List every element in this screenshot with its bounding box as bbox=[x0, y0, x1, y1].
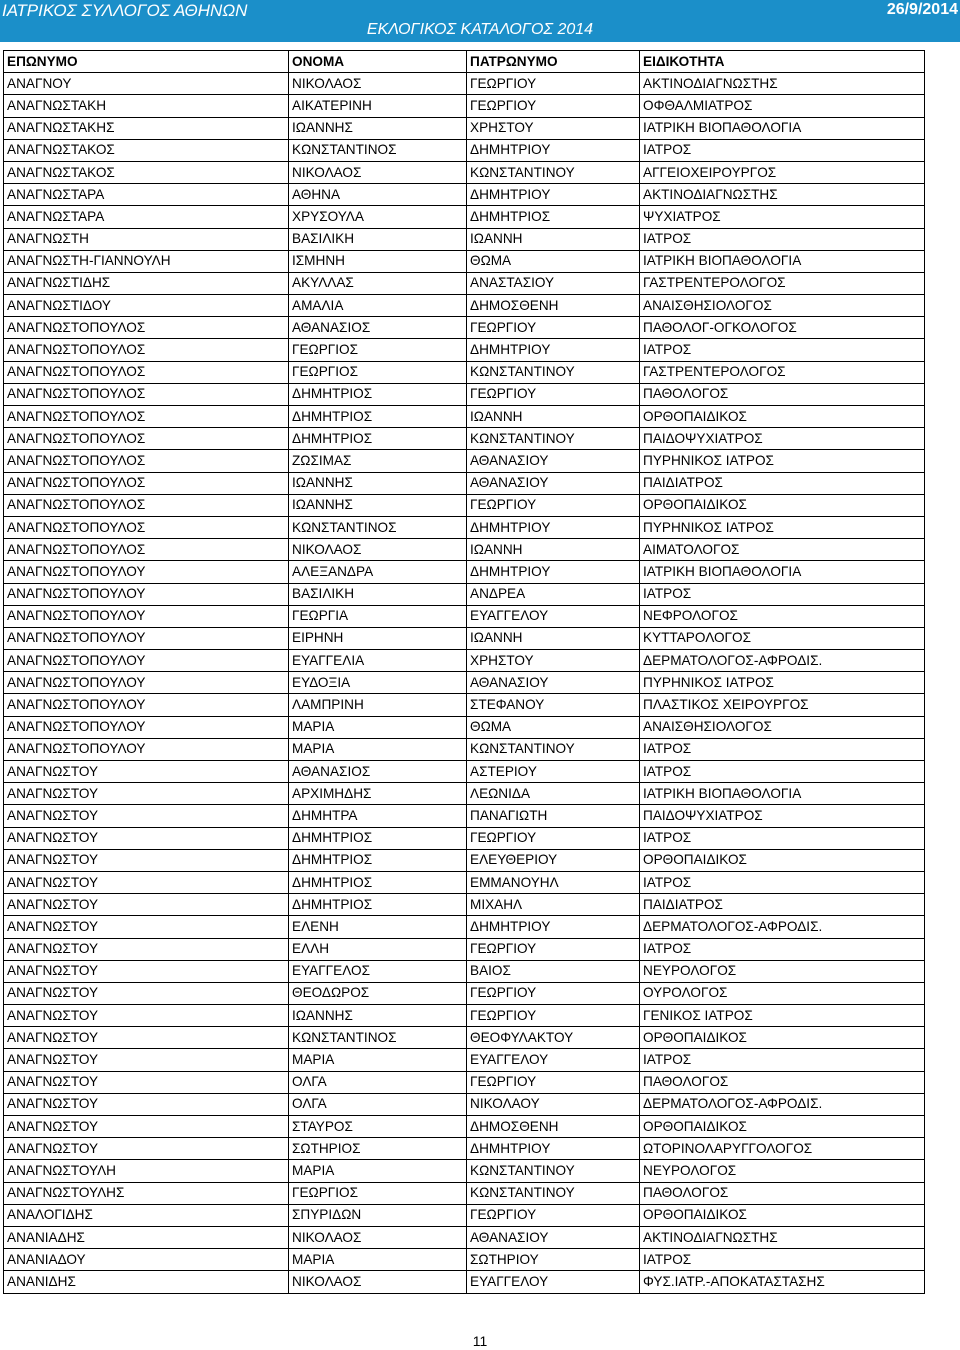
table-row bbox=[4, 827, 925, 849]
cell-surname: ΑΝΑΝΙΔΗΣ bbox=[4, 1271, 289, 1293]
table-row bbox=[4, 428, 925, 450]
cell-specialty: ΙΑΤΡΟΣ bbox=[640, 938, 925, 960]
cell-specialty: ΙΑΤΡΟΣ bbox=[640, 827, 925, 849]
cell-specialty: ΝΕΥΡΟΛΟΓΟΣ bbox=[640, 1160, 925, 1182]
table-row bbox=[4, 1204, 925, 1226]
cell-first-name: ΜΑΡΙΑ bbox=[289, 716, 467, 738]
table-row bbox=[4, 472, 925, 494]
cell-first-name: ΔΗΜΗΤΡΙΟΣ bbox=[289, 428, 467, 450]
cell-specialty: ΙΑΤΡΟΣ bbox=[640, 339, 925, 361]
cell-first-name: ΣΩΤΗΡΙΟΣ bbox=[289, 1138, 467, 1160]
cell-specialty: ΠΑΘΟΛΟΓ-ΟΓΚΟΛΟΓΟΣ bbox=[640, 317, 925, 339]
cell-surname: ΑΝΑΓΝΩΣΤΟΥ bbox=[4, 827, 289, 849]
table-row bbox=[4, 938, 925, 960]
table-row bbox=[4, 516, 925, 538]
cell-surname: ΑΝΑΓΝΩΣΤΟΥ bbox=[4, 1093, 289, 1115]
cell-surname: ΑΝΑΓΝΩΣΤΟΠΟΥΛΟΥ bbox=[4, 716, 289, 738]
cell-first-name: ΙΩΑΝΝΗΣ bbox=[289, 494, 467, 516]
table-row bbox=[4, 539, 925, 561]
cell-specialty: ΙΑΤΡΙΚΗ ΒΙΟΠΑΘΟΛΟΓΙΑ bbox=[640, 250, 925, 272]
cell-specialty: ΔΕΡΜΑΤΟΛΟΓΟΣ-ΑΦΡΟΔΙΣ. bbox=[640, 1093, 925, 1115]
cell-first-name: ΑΙΚΑΤΕΡΙΝΗ bbox=[289, 95, 467, 117]
cell-surname: ΑΝΑΓΝΩΣΤΟΠΟΥΛΟΥ bbox=[4, 605, 289, 627]
cell-first-name: ΙΩΑΝΝΗΣ bbox=[289, 117, 467, 139]
table-row bbox=[4, 1116, 925, 1138]
table-row bbox=[4, 317, 925, 339]
cell-fathers-name: ΓΕΩΡΓΙΟΥ bbox=[467, 317, 640, 339]
cell-surname: ΑΝΑΓΝΩΣΤΟΥ bbox=[4, 1071, 289, 1093]
cell-fathers-name: ΔΗΜΗΤΡΙΟΥ bbox=[467, 339, 640, 361]
document-title: ΕΚΛΟΓΙΚΟΣ ΚΑΤΑΛΟΓΟΣ 2014 bbox=[366, 21, 594, 38]
cell-specialty: ΙΑΤΡΙΚΗ ΒΙΟΠΑΘΟΛΟΓΙΑ bbox=[640, 117, 925, 139]
cell-surname: ΑΝΑΓΝΩΣΤΟΠΟΥΛΟΣ bbox=[4, 472, 289, 494]
cell-fathers-name: ΔΗΜΗΤΡΙΟΥ bbox=[467, 184, 640, 206]
table-row bbox=[4, 1226, 925, 1248]
cell-fathers-name: ΓΕΩΡΓΙΟΥ bbox=[467, 383, 640, 405]
cell-surname: ΑΝΑΛΟΓΙΔΗΣ bbox=[4, 1204, 289, 1226]
cell-first-name: ΔΗΜΗΤΡΙΟΣ bbox=[289, 871, 467, 893]
cell-surname: ΑΝΑΓΝΩΣΤΑΚΗΣ bbox=[4, 117, 289, 139]
cell-fathers-name: ΘΩΜΑ bbox=[467, 250, 640, 272]
table-row bbox=[4, 716, 925, 738]
table-row bbox=[4, 605, 925, 627]
cell-first-name: ΙΩΑΝΝΗΣ bbox=[289, 472, 467, 494]
cell-first-name: ΛΑΜΠΡΙΝΗ bbox=[289, 694, 467, 716]
cell-specialty: ΟΡΘΟΠΑΙΔΙΚΟΣ bbox=[640, 1116, 925, 1138]
cell-first-name: ΧΡΥΣΟΥΛΑ bbox=[289, 206, 467, 228]
cell-fathers-name: ΔΗΜΗΤΡΙΟΥ bbox=[467, 139, 640, 161]
cell-surname: ΑΝΑΓΝΩΣΤΑΚΟΣ bbox=[4, 139, 289, 161]
table-row bbox=[4, 694, 925, 716]
cell-surname: ΑΝΑΓΝΩΣΤΟΥ bbox=[4, 783, 289, 805]
cell-surname: ΑΝΑΓΝΩΣΤΟΥ bbox=[4, 982, 289, 1004]
cell-surname: ΑΝΑΓΝΩΣΤΟΠΟΥΛΟΣ bbox=[4, 406, 289, 428]
cell-specialty: ΓΕΝΙΚΟΣ ΙΑΤΡΟΣ bbox=[640, 1005, 925, 1027]
cell-first-name: ΑΚΥΛΛΑΣ bbox=[289, 272, 467, 294]
table-row bbox=[4, 916, 925, 938]
cell-surname: ΑΝΑΓΝΩΣΤΟΥ bbox=[4, 894, 289, 916]
cell-first-name: ΓΕΩΡΓΙΟΣ bbox=[289, 1182, 467, 1204]
cell-specialty: ΚΥΤΤΑΡΟΛΟΓΟΣ bbox=[640, 627, 925, 649]
cell-first-name: ΑΛΕΞΑΝΔΡΑ bbox=[289, 561, 467, 583]
cell-fathers-name: ΑΝΑΣΤΑΣΙΟΥ bbox=[467, 272, 640, 294]
cell-fathers-name: ΙΩΑΝΝΗ bbox=[467, 627, 640, 649]
cell-surname: ΑΝΑΓΝΟΥ bbox=[4, 73, 289, 95]
cell-surname: ΑΝΑΝΙΑΔΗΣ bbox=[4, 1226, 289, 1248]
cell-specialty: ΙΑΤΡΟΣ bbox=[640, 1249, 925, 1271]
cell-fathers-name: ΣΩΤΗΡΙΟΥ bbox=[467, 1249, 640, 1271]
cell-first-name: ΕΙΡΗΝΗ bbox=[289, 627, 467, 649]
cell-surname: ΑΝΑΓΝΩΣΤΑΡΑ bbox=[4, 206, 289, 228]
cell-surname: ΑΝΑΓΝΩΣΤΙΔΟΥ bbox=[4, 295, 289, 317]
cell-first-name: ΟΛΓΑ bbox=[289, 1093, 467, 1115]
cell-first-name: ΝΙΚΟΛΑΟΣ bbox=[289, 161, 467, 183]
cell-specialty: ΑΝΑΙΣΘΗΣΙΟΛΟΓΟΣ bbox=[640, 716, 925, 738]
table-row bbox=[4, 960, 925, 982]
cell-surname: ΑΝΑΓΝΩΣΤΑΚΟΣ bbox=[4, 161, 289, 183]
electoral-list-table bbox=[3, 50, 925, 1294]
cell-fathers-name: ΑΝΔΡΕΑ bbox=[467, 583, 640, 605]
cell-specialty: ΠΑΙΔΙΑΤΡΟΣ bbox=[640, 894, 925, 916]
cell-fathers-name: ΠΑΝΑΓΙΩΤΗ bbox=[467, 805, 640, 827]
cell-first-name: ΖΩΣΙΜΑΣ bbox=[289, 450, 467, 472]
cell-specialty: ΙΑΤΡΟΣ bbox=[640, 1049, 925, 1071]
cell-fathers-name: ΕΛΕΥΘΕΡΙΟΥ bbox=[467, 849, 640, 871]
table-row bbox=[4, 73, 925, 95]
cell-specialty: ΙΑΤΡΟΣ bbox=[640, 738, 925, 760]
table-row bbox=[4, 1249, 925, 1271]
table-row bbox=[4, 650, 925, 672]
cell-first-name: ΚΩΝΣΤΑΝΤΙΝΟΣ bbox=[289, 516, 467, 538]
table-row bbox=[4, 295, 925, 317]
cell-fathers-name: ΑΘΑΝΑΣΙΟΥ bbox=[467, 450, 640, 472]
cell-fathers-name: ΧΡΗΣΤΟΥ bbox=[467, 650, 640, 672]
table-row bbox=[4, 805, 925, 827]
cell-fathers-name: ΝΙΚΟΛΑΟΥ bbox=[467, 1093, 640, 1115]
cell-surname: ΑΝΑΓΝΩΣΤΟΠΟΥΛΟΣ bbox=[4, 494, 289, 516]
table-row bbox=[4, 672, 925, 694]
cell-surname: ΑΝΑΓΝΩΣΤΟΠΟΥΛΟΥ bbox=[4, 694, 289, 716]
cell-surname: ΑΝΑΓΝΩΣΤΟΠΟΥΛΟΣ bbox=[4, 383, 289, 405]
cell-fathers-name: ΚΩΝΣΤΑΝΤΙΝΟΥ bbox=[467, 361, 640, 383]
cell-specialty: ΟΡΘΟΠΑΙΔΙΚΟΣ bbox=[640, 849, 925, 871]
cell-first-name: ΔΗΜΗΤΡΙΟΣ bbox=[289, 849, 467, 871]
cell-fathers-name: ΙΩΑΝΝΗ bbox=[467, 406, 640, 428]
cell-fathers-name: ΓΕΩΡΓΙΟΥ bbox=[467, 827, 640, 849]
cell-specialty: ΑΚΤΙΝΟΔΙΑΓΝΩΣΤΗΣ bbox=[640, 73, 925, 95]
table-row bbox=[4, 494, 925, 516]
cell-surname: ΑΝΑΓΝΩΣΤΟΥ bbox=[4, 1049, 289, 1071]
cell-surname: ΑΝΑΓΝΩΣΤΟΠΟΥΛΟΣ bbox=[4, 339, 289, 361]
cell-fathers-name: ΚΩΝΣΤΑΝΤΙΝΟΥ bbox=[467, 161, 640, 183]
page-number: 11 bbox=[472, 1333, 488, 1349]
cell-fathers-name: ΓΕΩΡΓΙΟΥ bbox=[467, 73, 640, 95]
cell-fathers-name: ΓΕΩΡΓΙΟΥ bbox=[467, 494, 640, 516]
cell-fathers-name: ΒΑΙΟΣ bbox=[467, 960, 640, 982]
cell-fathers-name: ΓΕΩΡΓΙΟΥ bbox=[467, 1005, 640, 1027]
cell-surname: ΑΝΑΓΝΩΣΤΟΠΟΥΛΟΣ bbox=[4, 317, 289, 339]
cell-first-name: ΑΘΗΝΑ bbox=[289, 184, 467, 206]
table-row bbox=[4, 871, 925, 893]
cell-specialty: ΙΑΤΡΙΚΗ ΒΙΟΠΑΘΟΛΟΓΙΑ bbox=[640, 561, 925, 583]
table-row bbox=[4, 95, 925, 117]
cell-surname: ΑΝΑΓΝΩΣΤΟΥ bbox=[4, 1116, 289, 1138]
cell-specialty: ΠΑΘΟΛΟΓΟΣ bbox=[640, 1182, 925, 1204]
cell-surname: ΑΝΑΓΝΩΣΤΟΥ bbox=[4, 761, 289, 783]
cell-specialty: ΑΚΤΙΝΟΔΙΑΓΝΩΣΤΗΣ bbox=[640, 184, 925, 206]
cell-fathers-name: ΔΗΜΟΣΘΕΝΗ bbox=[467, 1116, 640, 1138]
cell-fathers-name: ΓΕΩΡΓΙΟΥ bbox=[467, 1071, 640, 1093]
cell-surname: ΑΝΑΓΝΩΣΤΟΠΟΥΛΟΥ bbox=[4, 583, 289, 605]
cell-fathers-name: ΛΕΩΝΙΔΑ bbox=[467, 783, 640, 805]
cell-specialty: ΠΥΡΗΝΙΚΟΣ ΙΑΤΡΟΣ bbox=[640, 450, 925, 472]
cell-first-name: ΣΠΥΡΙΔΩΝ bbox=[289, 1204, 467, 1226]
cell-fathers-name: ΚΩΝΣΤΑΝΤΙΝΟΥ bbox=[467, 1160, 640, 1182]
cell-fathers-name: ΑΘΑΝΑΣΙΟΥ bbox=[467, 672, 640, 694]
cell-specialty: ΙΑΤΡΟΣ bbox=[640, 583, 925, 605]
cell-first-name: ΟΛΓΑ bbox=[289, 1071, 467, 1093]
table-row bbox=[4, 583, 925, 605]
cell-first-name: ΝΙΚΟΛΑΟΣ bbox=[289, 73, 467, 95]
table-row bbox=[4, 1049, 925, 1071]
cell-fathers-name: ΕΥΑΓΓΕΛΟΥ bbox=[467, 1049, 640, 1071]
cell-surname: ΑΝΑΓΝΩΣΤΟΥ bbox=[4, 916, 289, 938]
table-row bbox=[4, 738, 925, 760]
document-date: 26/9/2014 bbox=[886, 1, 958, 18]
cell-fathers-name: ΓΕΩΡΓΙΟΥ bbox=[467, 1204, 640, 1226]
cell-specialty: ΑΙΜΑΤΟΛΟΓΟΣ bbox=[640, 539, 925, 561]
table-row bbox=[4, 117, 925, 139]
cell-specialty: ΝΕΦΡΟΛΟΓΟΣ bbox=[640, 605, 925, 627]
cell-first-name: ΕΥΑΓΓΕΛΟΣ bbox=[289, 960, 467, 982]
table-row bbox=[4, 1138, 925, 1160]
organization-name: ΙΑΤΡΙΚΟΣ ΣΥΛΛΟΓΟΣ ΑΘΗΝΩΝ bbox=[2, 1, 248, 20]
column-header-surname: ΕΠΩΝΥΜΟ bbox=[4, 51, 289, 73]
cell-first-name: ΝΙΚΟΛΑΟΣ bbox=[289, 1226, 467, 1248]
table-row bbox=[4, 383, 925, 405]
cell-fathers-name: ΕΥΑΓΓΕΛΟΥ bbox=[467, 1271, 640, 1293]
cell-first-name: ΕΥΔΟΞΙΑ bbox=[289, 672, 467, 694]
cell-specialty: ΙΑΤΡΟΣ bbox=[640, 228, 925, 250]
cell-first-name: ΕΥΑΓΓΕΛΙΑ bbox=[289, 650, 467, 672]
cell-fathers-name: ΙΩΑΝΝΗ bbox=[467, 228, 640, 250]
cell-fathers-name: ΔΗΜΗΤΡΙΟΥ bbox=[467, 561, 640, 583]
table-row bbox=[4, 1271, 925, 1293]
table-row bbox=[4, 206, 925, 228]
cell-fathers-name: ΜΙΧΑΗΛ bbox=[467, 894, 640, 916]
cell-specialty: ΩΤΟΡΙΝΟΛΑΡΥΓΓΟΛΟΓΟΣ bbox=[640, 1138, 925, 1160]
table-row bbox=[4, 894, 925, 916]
cell-fathers-name: ΓΕΩΡΓΙΟΥ bbox=[467, 938, 640, 960]
cell-surname: ΑΝΑΝΙΑΔΟΥ bbox=[4, 1249, 289, 1271]
table-row bbox=[4, 1071, 925, 1093]
cell-specialty: ΨΥΧΙΑΤΡΟΣ bbox=[640, 206, 925, 228]
cell-first-name: ΜΑΡΙΑ bbox=[289, 1049, 467, 1071]
cell-fathers-name: ΔΗΜΗΤΡΙΟΥ bbox=[467, 516, 640, 538]
cell-first-name: ΑΡΧΙΜΗΔΗΣ bbox=[289, 783, 467, 805]
cell-specialty: ΠΑΙΔΙΑΤΡΟΣ bbox=[640, 472, 925, 494]
table-row bbox=[4, 1005, 925, 1027]
cell-surname: ΑΝΑΓΝΩΣΤΗ-ΓΙΑΝΝΟΥΛΗ bbox=[4, 250, 289, 272]
cell-first-name: ΒΑΣΙΛΙΚΗ bbox=[289, 228, 467, 250]
cell-surname: ΑΝΑΓΝΩΣΤΟΥ bbox=[4, 1138, 289, 1160]
cell-fathers-name: ΣΤΕΦΑΝΟΥ bbox=[467, 694, 640, 716]
cell-surname: ΑΝΑΓΝΩΣΤΟΠΟΥΛΟΣ bbox=[4, 361, 289, 383]
table-row bbox=[4, 1093, 925, 1115]
cell-fathers-name: ΕΥΑΓΓΕΛΟΥ bbox=[467, 605, 640, 627]
cell-surname: ΑΝΑΓΝΩΣΤΑΚΗ bbox=[4, 95, 289, 117]
cell-first-name: ΔΗΜΗΤΡΙΟΣ bbox=[289, 383, 467, 405]
cell-specialty: ΙΑΤΡΙΚΗ ΒΙΟΠΑΘΟΛΟΓΙΑ bbox=[640, 783, 925, 805]
cell-specialty: ΑΓΓΕΙΟΧΕΙΡΟΥΡΓΟΣ bbox=[640, 161, 925, 183]
cell-surname: ΑΝΑΓΝΩΣΤΟΠΟΥΛΟΣ bbox=[4, 450, 289, 472]
cell-fathers-name: ΧΡΗΣΤΟΥ bbox=[467, 117, 640, 139]
cell-fathers-name: ΔΗΜΟΣΘΕΝΗ bbox=[467, 295, 640, 317]
cell-specialty: ΑΚΤΙΝΟΔΙΑΓΝΩΣΤΗΣ bbox=[640, 1226, 925, 1248]
cell-specialty: ΠΑΙΔΟΨΥΧΙΑΤΡΟΣ bbox=[640, 805, 925, 827]
cell-first-name: ΜΑΡΙΑ bbox=[289, 738, 467, 760]
cell-first-name: ΔΗΜΗΤΡΑ bbox=[289, 805, 467, 827]
table-body bbox=[4, 73, 925, 1293]
cell-specialty: ΠΛΑΣΤΙΚΟΣ ΧΕΙΡΟΥΡΓΟΣ bbox=[640, 694, 925, 716]
cell-specialty: ΟΡΘΟΠΑΙΔΙΚΟΣ bbox=[640, 1027, 925, 1049]
cell-first-name: ΣΤΑΥΡΟΣ bbox=[289, 1116, 467, 1138]
cell-surname: ΑΝΑΓΝΩΣΤΙΔΗΣ bbox=[4, 272, 289, 294]
cell-specialty: ΙΑΤΡΟΣ bbox=[640, 139, 925, 161]
cell-fathers-name: ΓΕΩΡΓΙΟΥ bbox=[467, 982, 640, 1004]
cell-specialty: ΠΑΘΟΛΟΓΟΣ bbox=[640, 1071, 925, 1093]
cell-first-name: ΓΕΩΡΓΙΟΣ bbox=[289, 339, 467, 361]
cell-specialty: ΙΑΤΡΟΣ bbox=[640, 871, 925, 893]
table-row bbox=[4, 450, 925, 472]
cell-first-name: ΝΙΚΟΛΑΟΣ bbox=[289, 539, 467, 561]
cell-first-name: ΜΑΡΙΑ bbox=[289, 1160, 467, 1182]
table-row bbox=[4, 561, 925, 583]
cell-fathers-name: ΔΗΜΗΤΡΙΟΥ bbox=[467, 1138, 640, 1160]
cell-first-name: ΔΗΜΗΤΡΙΟΣ bbox=[289, 406, 467, 428]
cell-specialty: ΠΑΘΟΛΟΓΟΣ bbox=[640, 383, 925, 405]
cell-specialty: ΟΡΘΟΠΑΙΔΙΚΟΣ bbox=[640, 494, 925, 516]
cell-fathers-name: ΓΕΩΡΓΙΟΥ bbox=[467, 95, 640, 117]
page-header bbox=[0, 0, 960, 42]
cell-fathers-name: ΑΣΤΕΡΙΟΥ bbox=[467, 761, 640, 783]
cell-specialty: ΙΑΤΡΟΣ bbox=[640, 761, 925, 783]
cell-surname: ΑΝΑΓΝΩΣΤΟΥΛΗΣ bbox=[4, 1182, 289, 1204]
cell-specialty: ΔΕΡΜΑΤΟΛΟΓΟΣ-ΑΦΡΟΔΙΣ. bbox=[640, 916, 925, 938]
table-row bbox=[4, 361, 925, 383]
cell-specialty: ΦΥΣ.ΙΑΤΡ.-ΑΠΟΚΑΤΑΣΤΑΣΗΣ bbox=[640, 1271, 925, 1293]
table-row bbox=[4, 184, 925, 206]
cell-fathers-name: ΘΕΟΦΥΛΑΚΤΟΥ bbox=[467, 1027, 640, 1049]
cell-surname: ΑΝΑΓΝΩΣΤΟΠΟΥΛΟΥ bbox=[4, 672, 289, 694]
cell-first-name: ΙΣΜΗΝΗ bbox=[289, 250, 467, 272]
cell-first-name: ΕΛΛΗ bbox=[289, 938, 467, 960]
table-row bbox=[4, 761, 925, 783]
table-row bbox=[4, 849, 925, 871]
cell-surname: ΑΝΑΓΝΩΣΤΟΠΟΥΛΟΥ bbox=[4, 561, 289, 583]
cell-first-name: ΓΕΩΡΓΙΑ bbox=[289, 605, 467, 627]
cell-surname: ΑΝΑΓΝΩΣΤΟΥ bbox=[4, 938, 289, 960]
table-row bbox=[4, 783, 925, 805]
cell-surname: ΑΝΑΓΝΩΣΤΟΠΟΥΛΟΥ bbox=[4, 650, 289, 672]
table-row bbox=[4, 228, 925, 250]
cell-surname: ΑΝΑΓΝΩΣΤΟΥ bbox=[4, 1027, 289, 1049]
cell-specialty: ΠΥΡΗΝΙΚΟΣ ΙΑΤΡΟΣ bbox=[640, 672, 925, 694]
cell-surname: ΑΝΑΓΝΩΣΤΟΥ bbox=[4, 871, 289, 893]
cell-first-name: ΔΗΜΗΤΡΙΟΣ bbox=[289, 894, 467, 916]
table-row bbox=[4, 982, 925, 1004]
cell-fathers-name: ΘΩΜΑ bbox=[467, 716, 640, 738]
cell-first-name: ΑΜΑΛΙΑ bbox=[289, 295, 467, 317]
cell-specialty: ΑΝΑΙΣΘΗΣΙΟΛΟΓΟΣ bbox=[640, 295, 925, 317]
column-header-fathers-name: ΠΑΤΡΩΝΥΜΟ bbox=[467, 51, 640, 73]
column-header-specialty: ΕΙΔΙΚΟΤΗΤΑ bbox=[640, 51, 925, 73]
cell-specialty: ΝΕΥΡΟΛΟΓΟΣ bbox=[640, 960, 925, 982]
cell-specialty: ΠΑΙΔΟΨΥΧΙΑΤΡΟΣ bbox=[640, 428, 925, 450]
cell-specialty: ΔΕΡΜΑΤΟΛΟΓΟΣ-ΑΦΡΟΔΙΣ. bbox=[640, 650, 925, 672]
cell-surname: ΑΝΑΓΝΩΣΤΟΥ bbox=[4, 960, 289, 982]
cell-specialty: ΟΦΘΑΛΜΙΑΤΡΟΣ bbox=[640, 95, 925, 117]
cell-specialty: ΟΥΡΟΛΟΓΟΣ bbox=[640, 982, 925, 1004]
cell-surname: ΑΝΑΓΝΩΣΤΟΠΟΥΛΟΣ bbox=[4, 516, 289, 538]
cell-first-name: ΔΗΜΗΤΡΙΟΣ bbox=[289, 827, 467, 849]
table-row bbox=[4, 1160, 925, 1182]
cell-surname: ΑΝΑΓΝΩΣΤΟΥ bbox=[4, 849, 289, 871]
cell-first-name: ΜΑΡΙΑ bbox=[289, 1249, 467, 1271]
cell-surname: ΑΝΑΓΝΩΣΤΟΥ bbox=[4, 1005, 289, 1027]
cell-first-name: ΚΩΝΣΤΑΝΤΙΝΟΣ bbox=[289, 1027, 467, 1049]
table-header-row bbox=[4, 51, 925, 73]
cell-specialty: ΠΥΡΗΝΙΚΟΣ ΙΑΤΡΟΣ bbox=[640, 516, 925, 538]
cell-surname: ΑΝΑΓΝΩΣΤΟΠΟΥΛΟΥ bbox=[4, 738, 289, 760]
table-row bbox=[4, 250, 925, 272]
table-row bbox=[4, 272, 925, 294]
cell-fathers-name: ΚΩΝΣΤΑΝΤΙΝΟΥ bbox=[467, 738, 640, 760]
cell-fathers-name: ΑΘΑΝΑΣΙΟΥ bbox=[467, 472, 640, 494]
cell-specialty: ΓΑΣΤΡΕΝΤΕΡΟΛΟΓΟΣ bbox=[640, 272, 925, 294]
cell-specialty: ΓΑΣΤΡΕΝΤΕΡΟΛΟΓΟΣ bbox=[640, 361, 925, 383]
cell-surname: ΑΝΑΓΝΩΣΤΑΡΑ bbox=[4, 184, 289, 206]
cell-fathers-name: ΔΗΜΗΤΡΙΟΣ bbox=[467, 206, 640, 228]
cell-fathers-name: ΕΜΜΑΝΟΥΗΛ bbox=[467, 871, 640, 893]
cell-specialty: ΟΡΘΟΠΑΙΔΙΚΟΣ bbox=[640, 406, 925, 428]
cell-surname: ΑΝΑΓΝΩΣΤΗ bbox=[4, 228, 289, 250]
column-header-first-name: ΟΝΟΜΑ bbox=[289, 51, 467, 73]
table-row bbox=[4, 627, 925, 649]
cell-first-name: ΝΙΚΟΛΑΟΣ bbox=[289, 1271, 467, 1293]
cell-surname: ΑΝΑΓΝΩΣΤΟΠΟΥΛΟΣ bbox=[4, 428, 289, 450]
cell-first-name: ΙΩΑΝΝΗΣ bbox=[289, 1005, 467, 1027]
cell-specialty: ΟΡΘΟΠΑΙΔΙΚΟΣ bbox=[640, 1204, 925, 1226]
cell-fathers-name: ΔΗΜΗΤΡΙΟΥ bbox=[467, 916, 640, 938]
cell-fathers-name: ΚΩΝΣΤΑΝΤΙΝΟΥ bbox=[467, 428, 640, 450]
table-row bbox=[4, 1027, 925, 1049]
cell-first-name: ΑΘΑΝΑΣΙΟΣ bbox=[289, 761, 467, 783]
table-row bbox=[4, 139, 925, 161]
cell-first-name: ΕΛΕΝΗ bbox=[289, 916, 467, 938]
table-row bbox=[4, 339, 925, 361]
cell-first-name: ΘΕΟΔΩΡΟΣ bbox=[289, 982, 467, 1004]
cell-surname: ΑΝΑΓΝΩΣΤΟΠΟΥΛΟΥ bbox=[4, 627, 289, 649]
cell-surname: ΑΝΑΓΝΩΣΤΟΠΟΥΛΟΣ bbox=[4, 539, 289, 561]
cell-first-name: ΚΩΝΣΤΑΝΤΙΝΟΣ bbox=[289, 139, 467, 161]
cell-fathers-name: ΑΘΑΝΑΣΙΟΥ bbox=[467, 1226, 640, 1248]
cell-surname: ΑΝΑΓΝΩΣΤΟΥΛΗ bbox=[4, 1160, 289, 1182]
table-row bbox=[4, 161, 925, 183]
cell-surname: ΑΝΑΓΝΩΣΤΟΥ bbox=[4, 805, 289, 827]
cell-fathers-name: ΙΩΑΝΝΗ bbox=[467, 539, 640, 561]
cell-first-name: ΒΑΣΙΛΙΚΗ bbox=[289, 583, 467, 605]
cell-fathers-name: ΚΩΝΣΤΑΝΤΙΝΟΥ bbox=[467, 1182, 640, 1204]
cell-first-name: ΑΘΑΝΑΣΙΟΣ bbox=[289, 317, 467, 339]
cell-first-name: ΓΕΩΡΓΙΟΣ bbox=[289, 361, 467, 383]
table-row bbox=[4, 406, 925, 428]
table-row bbox=[4, 1182, 925, 1204]
